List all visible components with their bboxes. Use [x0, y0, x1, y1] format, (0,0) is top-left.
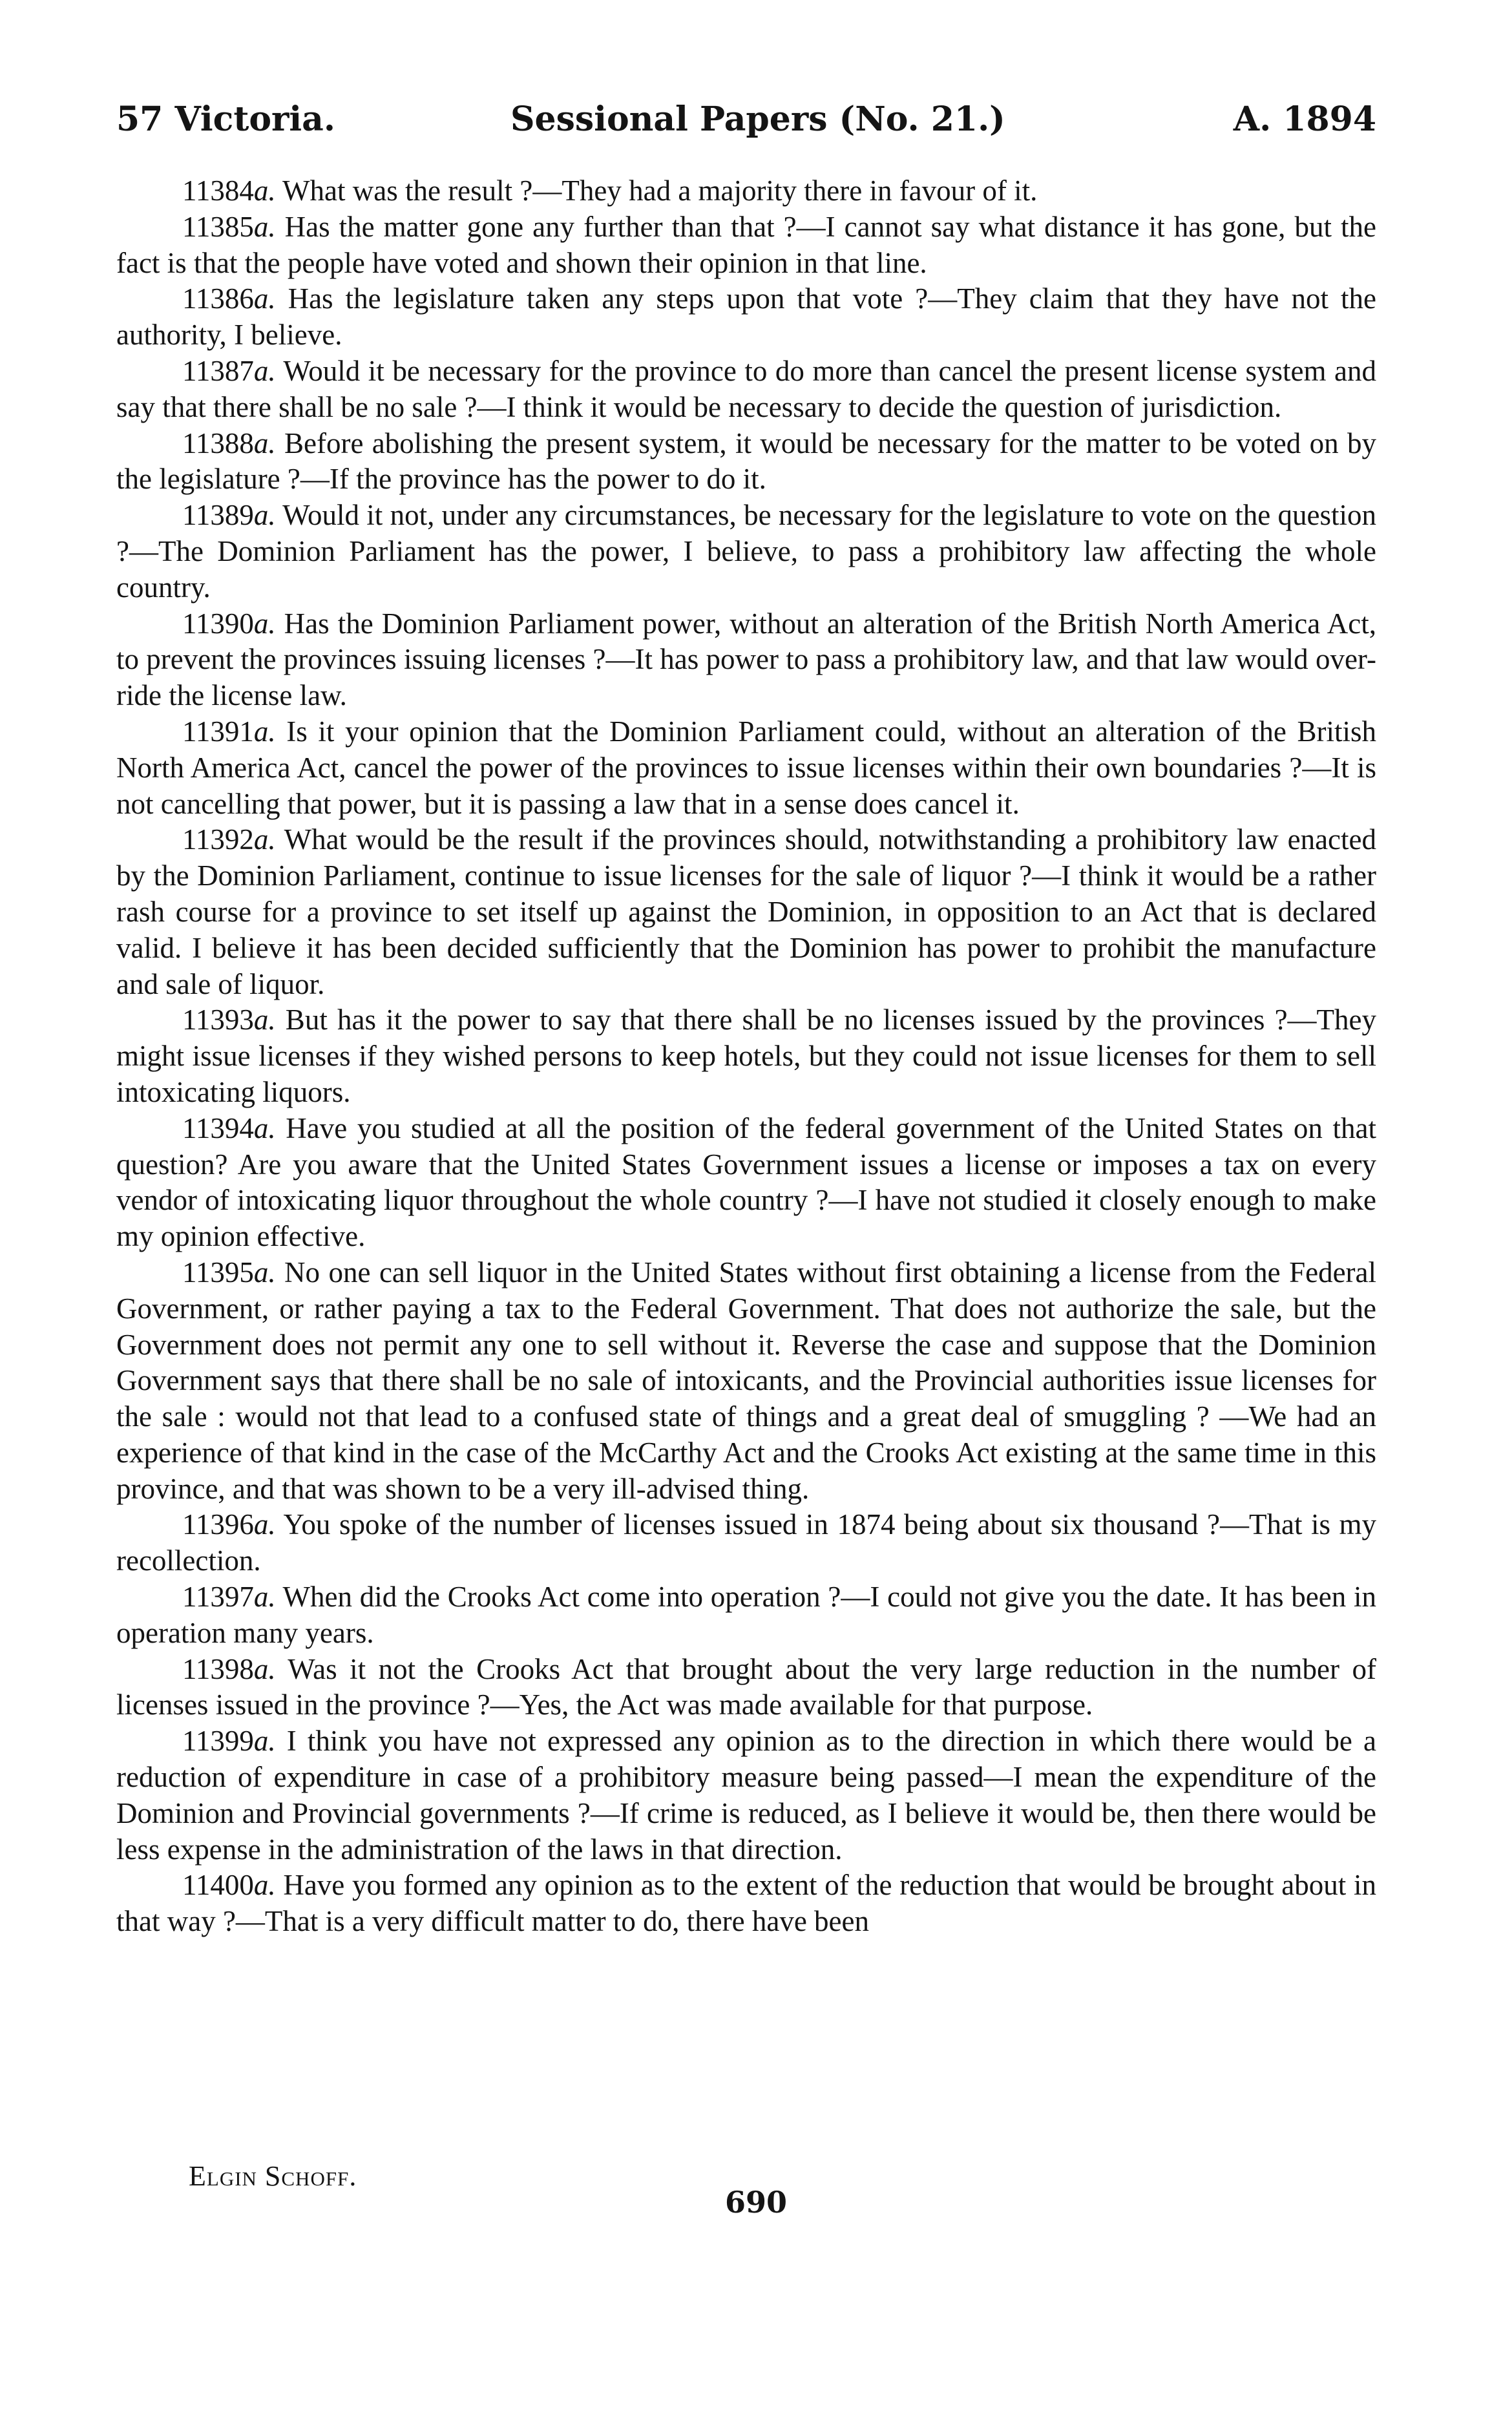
question-paragraph: [116, 1579, 1376, 1652]
question-number-suffix: a.: [253, 1004, 276, 1036]
testimony-text: [116, 173, 1376, 1940]
witness-signature: Elgin Schoff.: [189, 2160, 357, 2192]
question-number-suffix: a.: [253, 1256, 276, 1289]
question-paragraph: [116, 498, 1376, 605]
question-number-suffix: a.: [253, 174, 276, 207]
question-number-digits: 11384: [182, 174, 254, 207]
question-number-digits: 11385: [182, 210, 254, 243]
question-number-digits: 11389: [182, 499, 254, 532]
question-paragraph: [116, 606, 1376, 714]
question-paragraph: [116, 822, 1376, 1002]
header-title: Sessional Papers (No. 21.): [510, 100, 1005, 139]
question-number-suffix: a.: [253, 1652, 276, 1685]
question-number-suffix: a.: [253, 354, 276, 387]
question-text: Would it not, under any circumstances, be necessary for the legislature to vote on the question ?—The Dominion Parliament has the power, I believe, to pass a prohibitory law affecting the whole country.: [116, 499, 1376, 604]
question-number-digits: 11398: [182, 1652, 254, 1685]
question-number: [182, 1725, 276, 1757]
question-paragraph: [116, 1507, 1376, 1579]
question-number-suffix: a.: [253, 1508, 276, 1541]
question-number-digits: 11400: [182, 1869, 254, 1902]
question-number: [182, 715, 276, 748]
question-text: When did the Crooks Act come into operation ?—I could not give you the date. It has been in operation many years.: [116, 1581, 1376, 1649]
question-paragraph: [116, 173, 1376, 209]
question-text: What was the result ?—They had a majority there in favour of it.: [275, 174, 1038, 207]
question-paragraph: [116, 209, 1376, 282]
question-number-digits: 11391: [182, 715, 254, 748]
question-text: Have you studied at all the position of the federal government of the United States on that question? Are you aware that the United States Government issues a license or imposes a tax on every vendor of intoxicating liquor throughout the whole country ?—I have not studied it closely enough to make my opinion effective.: [116, 1111, 1376, 1253]
question-number-suffix: a.: [253, 715, 276, 748]
question-number-suffix: a.: [253, 426, 276, 459]
question-paragraph: [116, 1867, 1376, 1940]
question-text: I think you have not expressed any opinion as to the direction in which there would be a reduction of expenditure in case of a prohibitory measure being passed—I mean the expenditure of the Dominion and Provincial governments ?—If crime is reduced, as I believe it would be, then there would be less expense in the administration of the laws in that direction.: [116, 1725, 1376, 1866]
question-number: [182, 1581, 276, 1613]
question-number: [182, 607, 276, 640]
question-number-suffix: a.: [253, 499, 276, 532]
question-number-digits: 11397: [182, 1581, 254, 1614]
question-number: [182, 1508, 276, 1541]
question-number: [182, 282, 276, 315]
question-number-suffix: a.: [253, 1869, 276, 1902]
question-text: What would be the result if the provinces should, notwithstanding a prohibitory law enacted by the Dominion Parliament, continue to issue licenses for the sale of liquor ?—I think it would be a rather rash course for a province to set itself up against the Dominion, in opposition to an Act that is declared valid. I believe it has been decided sufficiently that the Dominion has power to prohibit the manufacture and sale of liquor.: [116, 823, 1376, 1000]
question-number-suffix: a.: [253, 823, 276, 856]
question-text: Has the Dominion Parliament power, without an alteration of the British North America Act, to prevent the provinces issuing licenses ?—It has power to pass a prohibitory law, and that law would over-ride the license law.: [116, 607, 1376, 712]
question-paragraph: [116, 426, 1376, 498]
header-year: A. 1894: [1233, 100, 1376, 139]
question-paragraph: [116, 714, 1376, 822]
question-text: Have you formed any opinion as to the extent of the reduction that would be brought about in that way ?—That is a very difficult matter to do, there have been: [116, 1869, 1376, 1938]
question-paragraph: [116, 1002, 1376, 1110]
running-header: [116, 94, 1376, 145]
question-paragraph: [116, 1255, 1376, 1508]
question-number: [182, 1653, 276, 1685]
question-paragraph: [116, 353, 1376, 426]
page-number: 690: [724, 2185, 788, 2220]
question-text: Has the legislature taken any steps upon that vote ?—They claim that they have not the authority, I believe.: [116, 282, 1376, 352]
question-number-digits: 11386: [182, 282, 254, 315]
question-number: [182, 174, 276, 207]
question-paragraph: [116, 1723, 1376, 1867]
question-number-suffix: a.: [253, 282, 276, 315]
question-paragraph: [116, 1652, 1376, 1724]
question-number-suffix: a.: [253, 607, 276, 640]
question-text: Before abolishing the present system, it would be necessary for the matter to be voted on by the legislature ?—If the province has the power to do it.: [116, 426, 1376, 496]
question-text: Was it not the Crooks Act that brought about the very large reduction in the number of licenses issued in the province ?—Yes, the Act was made available for that purpose.: [116, 1652, 1376, 1721]
question-text: But has it the power to say that there shall be no licenses issued by the provinces ?—They might issue licenses if they wished persons to keep hotels, but they could not issue licenses for them to sell intoxicating liquors.: [116, 1004, 1376, 1108]
question-text: Has the matter gone any further than that ?—I cannot say what distance it has gone, but the fact is that the people have voted and shown their opinion in that line.: [116, 210, 1376, 279]
question-text: Is it your opinion that the Dominion Parliament could, without an alteration of the British North America Act, cancel the power of the provinces to issue licenses within their own boundaries ?—It is not cancelling that power, but it is passing a law that in a sense does cancel it.: [116, 715, 1376, 820]
question-number-digits: 11399: [182, 1725, 254, 1758]
question-paragraph: [116, 1111, 1376, 1255]
question-text: Would it be necessary for the province to do more than cancel the present license system and say that there shall be no sale ?—I think it would be necessary to decide the question of jurisdiction.: [116, 354, 1376, 423]
question-paragraph: [116, 281, 1376, 353]
question-number-digits: 11388: [182, 426, 254, 459]
question-number-digits: 11396: [182, 1508, 254, 1541]
question-number-digits: 11390: [182, 607, 254, 640]
question-number: [182, 1256, 276, 1289]
question-number-suffix: a.: [253, 210, 276, 243]
question-number-suffix: a.: [253, 1581, 276, 1614]
header-session: 57 Victoria.: [116, 100, 335, 139]
question-number: [182, 355, 276, 387]
question-text: You spoke of the number of licenses issued in 1874 being about six thousand ?—That is my recollection.: [116, 1508, 1376, 1577]
question-number: [182, 1112, 276, 1144]
question-number-digits: 11394: [182, 1111, 254, 1144]
question-number: [182, 1869, 276, 1901]
question-number: [182, 499, 276, 531]
question-number-digits: 11387: [182, 354, 254, 387]
question-number: [182, 823, 276, 856]
question-number: [182, 1004, 276, 1036]
question-number-digits: 11393: [182, 1004, 254, 1036]
question-number-digits: 11392: [182, 823, 254, 856]
question-number-suffix: a.: [253, 1725, 276, 1758]
question-text: No one can sell liquor in the United States without first obtaining a license from the Federal Government, or rather paying a tax to the Federal Government. That does not authorize the sale, but the Government does not permit any one to sell without it. Reverse the case and suppose that the Dominion Government says that there shall be no sale of intoxicants, and the Provincial authorities issue licenses for the sale : would not that lead to a confused state of things and a great deal of smuggling ? —We had an experience of that kind in the case of the McCarthy Act and the Crooks Act existing at the same time in this province, and that was shown to be a very ill-advised thing.: [116, 1256, 1376, 1505]
question-number-digits: 11395: [182, 1256, 254, 1289]
question-number: [182, 427, 276, 459]
question-number: [182, 211, 276, 243]
question-number-suffix: a.: [253, 1111, 276, 1144]
